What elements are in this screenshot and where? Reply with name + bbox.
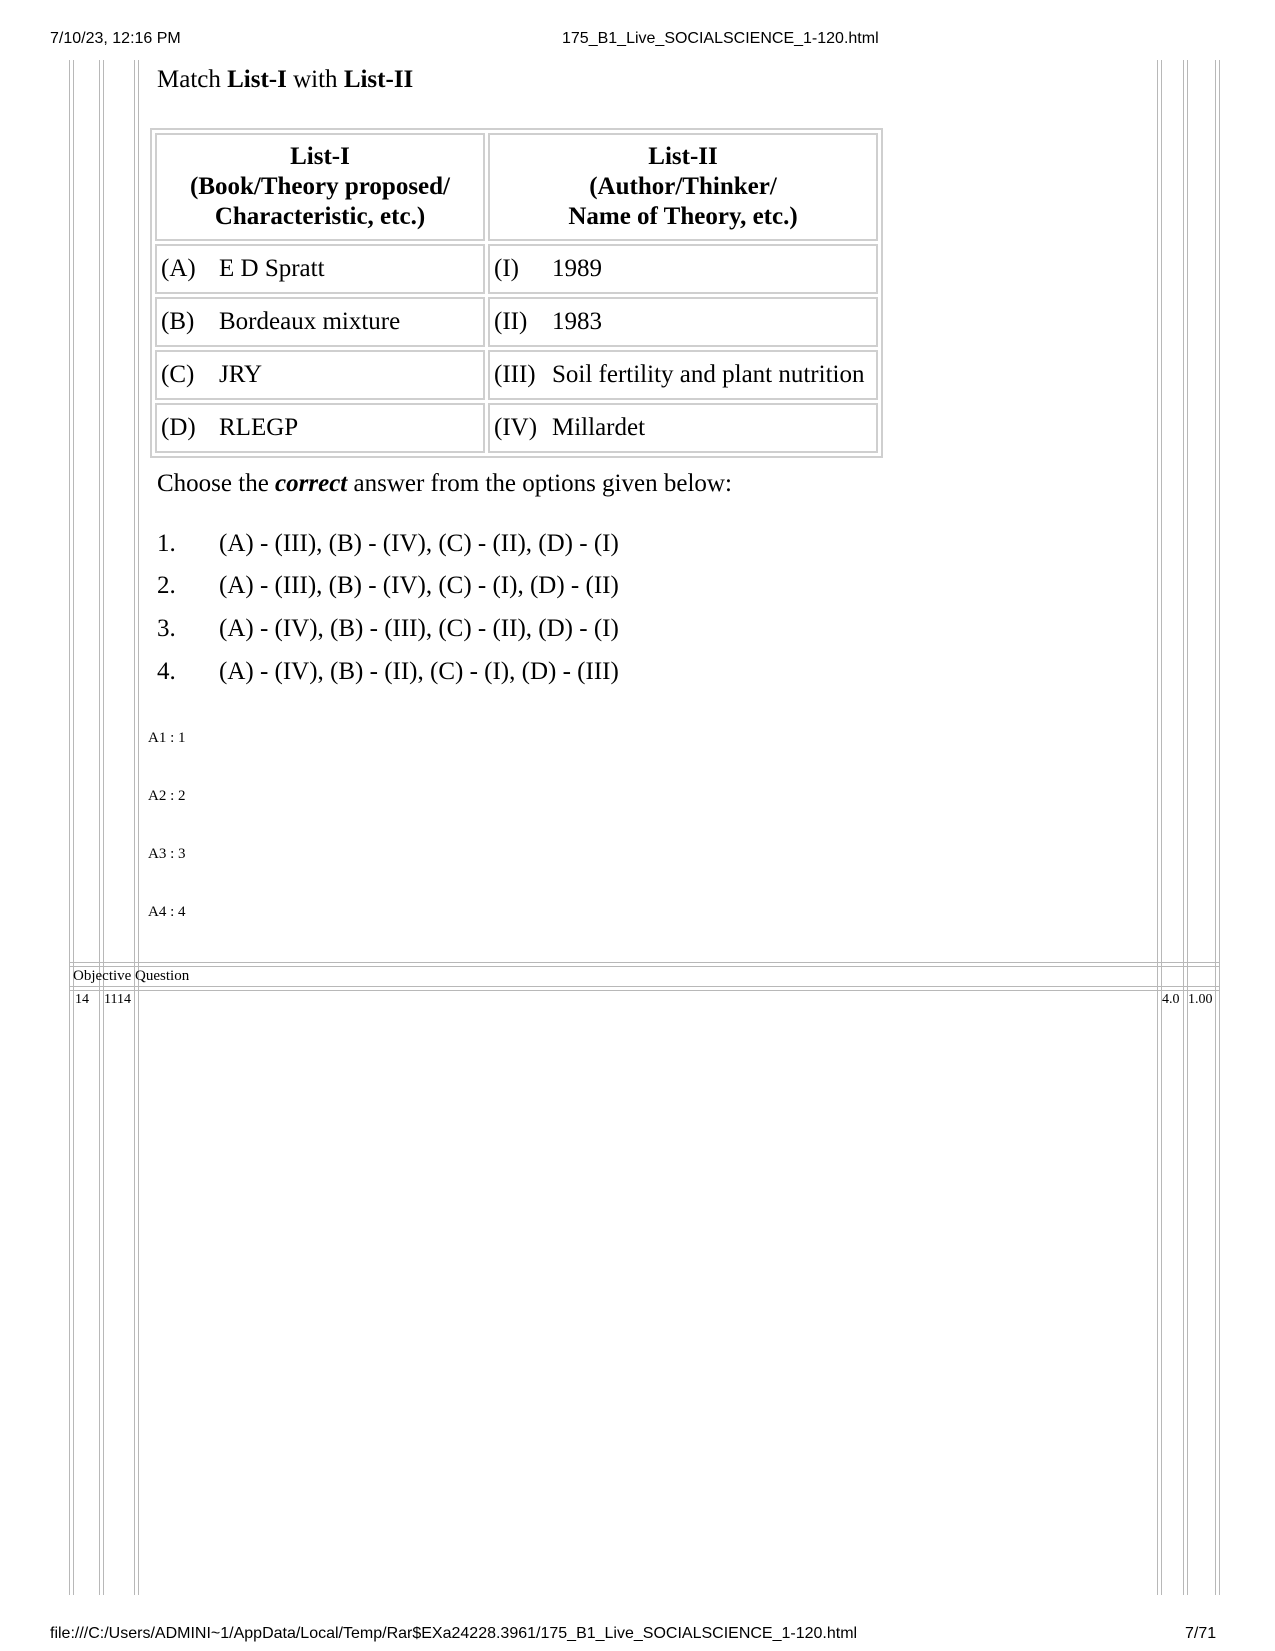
match-table bbox=[150, 128, 883, 458]
question-serial: 14 bbox=[75, 992, 89, 1007]
question-type-label: Objective Question bbox=[73, 968, 190, 984]
option-item: 1. (A) - (III), (B) - (IV), (C) - (II), (D) - (I) bbox=[157, 530, 619, 557]
answer-key-4: A4 : 4 bbox=[148, 904, 186, 920]
answer-key-3: A3 : 3 bbox=[148, 846, 186, 862]
print-file-path: file:///C:/Users/ADMINI~1/AppData/Local/Temp/Rar$EXa24228.3961/175_B1_Live_SOCIALSCIENCE_1-120.html bbox=[50, 1625, 858, 1642]
table-row: (B) Bordeaux mixture (II) 1983 bbox=[155, 297, 878, 347]
list1-header: List-I (Book/Theory proposed/ Characteristic, etc.) bbox=[155, 133, 485, 241]
table-row: (A) E D Spratt (I) 1989 bbox=[155, 244, 878, 294]
question-intro: Match List-I with List-II bbox=[157, 66, 414, 93]
question-marks: 4.0 bbox=[1162, 992, 1180, 1007]
answer-key-1: A1 : 1 bbox=[148, 730, 186, 746]
answer-key-2: A2 : 2 bbox=[148, 788, 186, 804]
question-negative-marks: 1.00 bbox=[1188, 992, 1213, 1007]
question-id: 1114 bbox=[104, 992, 131, 1007]
option-item: 3. (A) - (IV), (B) - (III), (C) - (II), (D) - (I) bbox=[157, 615, 619, 642]
table-row: (D) RLEGP (IV) Millardet bbox=[155, 403, 878, 453]
print-doc-title: 175_B1_Live_SOCIALSCIENCE_1-120.html bbox=[562, 30, 879, 47]
choose-instruction: Choose the correct answer from the options given below: bbox=[157, 470, 732, 497]
list2-header: List-II (Author/Thinker/ Name of Theory, etc.) bbox=[488, 133, 878, 241]
print-datetime: 7/10/23, 12:16 PM bbox=[50, 30, 181, 47]
print-page-number: 7/71 bbox=[1185, 1625, 1217, 1642]
option-item: 4. (A) - (IV), (B) - (II), (C) - (I), (D) - (III) bbox=[157, 658, 619, 685]
option-item: 2. (A) - (III), (B) - (IV), (C) - (I), (D) - (II) bbox=[157, 572, 619, 599]
table-row: (C) JRY (III) Soil fertility and plant nutrition bbox=[155, 350, 878, 400]
